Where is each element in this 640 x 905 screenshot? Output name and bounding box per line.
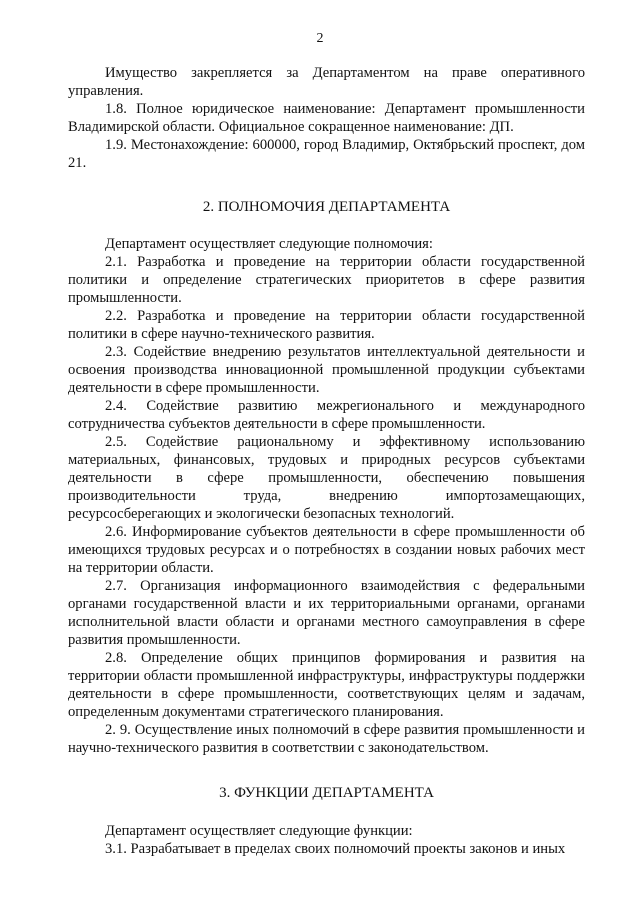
section-2-item-2: 2.2. Разработка и проведение на территории области государственной политики в сфере научно-технического развития. [68,308,585,342]
section-3-item-1: 3.1. Разрабатывает в пределах своих полномочий проекты законов и иных [105,841,566,857]
section-2-heading: 2. ПОЛНОМОЧИЯ ДЕПАРТАМЕНТА [202,199,451,215]
section-2-item-1: 2.1. Разработка и проведение на территории области государственной политики и определение стратегических приоритетов в сфере развития промышленности. [68,254,585,306]
intro-paragraph-2: 1.8. Полное юридическое наименование: Департамент промышленности Владимирской области. Официальное сокращенное наименование: ДП. [68,101,585,135]
intro-paragraph-1: Имущество закрепляется за Департаментом на праве оперативного управления. [68,65,585,99]
section-2-item-8: 2.8. Определение общих принципов формирования и развития на территории области промышленной инфраструктуры, инфраструктуры поддержки деятельности в сфере промышленности, соответствующих целям и задачам, определенным документами стратегического планирования. [68,650,585,720]
section-2-item-6: 2.6. Информирование субъектов деятельности в сфере промышленности об имеющихся трудовых ресурсах и о потребностях в создании новых рабочих мест на территории области. [68,524,585,576]
intro-paragraph-3: 1.9. Местонахождение: 600000, город Владимир, Октябрьский проспект, дом 21. [68,137,585,171]
section-2-item-9: 2. 9. Осуществление иных полномочий в сфере развития промышленности и научно-технического развития в соответствии с законодательством. [68,722,585,756]
section-3-heading: 3. ФУНКЦИИ ДЕПАРТАМЕНТА [219,785,434,801]
section-2-item-5: 2.5. Содействие рациональному и эффективному использованию материальных, финансовых, трудовых и природных ресурсов субъектами деятельности в сфере промышленности, обеспечению повышения производительности труда, внедрению импортозамещающих, ресурсосберегающих и экологически безопасных технологий. [68,434,585,522]
section-2-item-4: 2.4. Содействие развитию межрегионального и международного сотрудничества субъектов деятельности в сфере промышленности. [68,398,585,432]
section-2-lead: Департамент осуществляет следующие полномочия: [105,236,433,252]
section-2-item-3: 2.3. Содействие внедрению результатов интеллектуальной деятельности и освоения производства инновационной промышленной продукции субъектами деятельности в сфере промышленности. [68,344,585,396]
section-2-item-7: 2.7. Организация информационного взаимодействия с федеральными органами государственной власти и их территориальными органами, органами исполнительной власти области и органами местного самоуправления в сфере развития промышленности. [68,578,585,648]
section-3-lead: Департамент осуществляет следующие функции: [105,823,413,839]
document-body [68,64,585,858]
page-number: 2 [316,31,324,46]
